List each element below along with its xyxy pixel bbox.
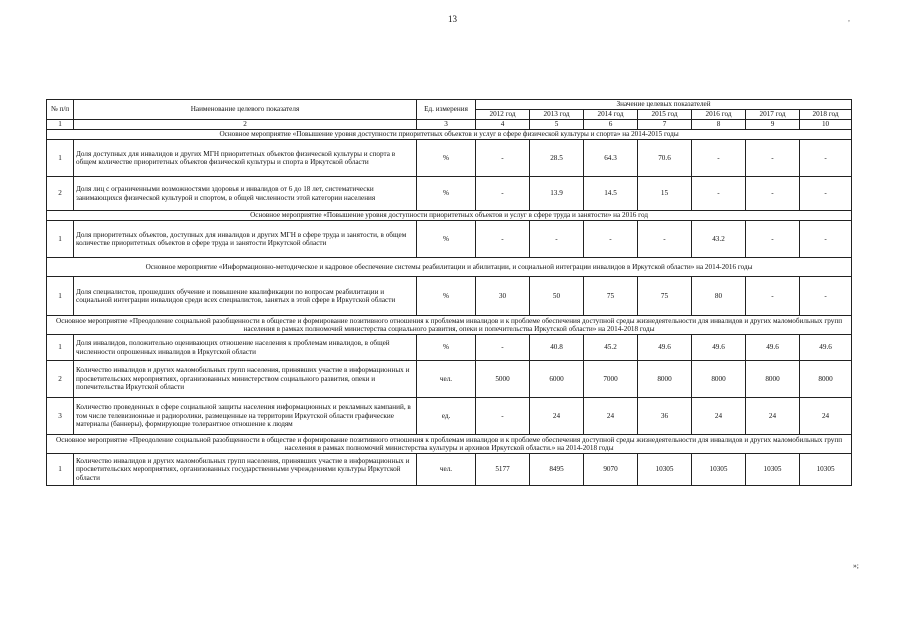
indicator-name: Доля специалистов, прошедших обучение и повышение квалификации по вопросам реабилитации и социальной интеграции инвалидов среди всех специалистов, занятых в этой сфере в Иркутской области xyxy=(74,277,417,316)
table-body xyxy=(47,130,852,486)
row-number: 3 xyxy=(47,398,74,435)
value-cell: - xyxy=(476,398,530,435)
column-number: 10 xyxy=(800,120,852,130)
value-cell: 40.8 xyxy=(530,335,584,361)
value-cell: - xyxy=(800,277,852,316)
column-number: 2 xyxy=(74,120,417,130)
value-cell: - xyxy=(476,335,530,361)
value-cell: 8495 xyxy=(530,454,584,486)
column-number: 7 xyxy=(638,120,692,130)
unit-cell: % xyxy=(417,140,476,177)
value-cell: 36 xyxy=(638,398,692,435)
value-cell: - xyxy=(530,221,584,258)
column-number: 5 xyxy=(530,120,584,130)
value-cell: 24 xyxy=(800,398,852,435)
indicator-name: Количество инвалидов и других маломобильных групп населения, принявших участие в информационных и просветительских мероприятиях, организованных министерством социального развития, опеки и попечительства Иркутской области xyxy=(74,361,417,398)
table-row xyxy=(47,335,852,361)
value-cell: 45.2 xyxy=(584,335,638,361)
row-number: 1 xyxy=(47,335,74,361)
indicator-name: Количество инвалидов и других маломобильных групп населения, принявших участие в информационных и просветительских мероприятиях, организованных государственными учреждениями культуры Иркутской области xyxy=(74,454,417,486)
value-cell: 75 xyxy=(638,277,692,316)
value-cell: 24 xyxy=(530,398,584,435)
section-title: Основное мероприятие «Повышение уровня доступности приоритетных объектов и услуг в сфере труда и занятости» на 2016 год xyxy=(47,211,852,221)
header-year: 2015 год xyxy=(638,110,692,120)
column-number: 6 xyxy=(584,120,638,130)
column-number: 8 xyxy=(692,120,746,130)
column-number: 3 xyxy=(417,120,476,130)
value-cell: - xyxy=(746,221,800,258)
value-cell: - xyxy=(638,221,692,258)
value-cell: 8000 xyxy=(746,361,800,398)
row-number: 1 xyxy=(47,140,74,177)
value-cell: - xyxy=(476,221,530,258)
corner-mark: , xyxy=(848,14,850,23)
value-cell: 49.6 xyxy=(800,335,852,361)
value-cell: 10305 xyxy=(692,454,746,486)
value-cell: 5000 xyxy=(476,361,530,398)
section-row xyxy=(47,435,852,454)
unit-cell: % xyxy=(417,335,476,361)
unit-cell: % xyxy=(417,277,476,316)
table-row xyxy=(47,221,852,258)
indicator-name: Доля лиц с ограниченными возможностями здоровья и инвалидов от 6 до 18 лет, систематически занимающихся физической культурой и спортом, в общей численности этой категории населения xyxy=(74,177,417,211)
header-year: 2018 год xyxy=(800,110,852,120)
value-cell: 10305 xyxy=(800,454,852,486)
header-year: 2016 год xyxy=(692,110,746,120)
value-cell: 8000 xyxy=(692,361,746,398)
header-year: 2017 год xyxy=(746,110,800,120)
header-unit: Ед. измерения xyxy=(417,100,476,120)
value-cell: 50 xyxy=(530,277,584,316)
value-cell: 14.5 xyxy=(584,177,638,211)
value-cell: 9070 xyxy=(584,454,638,486)
section-title: Основное мероприятие «Информационно-методическое и кадровое обеспечение системы реабилитации и абилитации, и социальной интеграции инвалидов в Иркутской области» на 2014-2016 годы xyxy=(47,258,852,277)
section-title: Основное мероприятие «Повышение уровня доступности приоритетных объектов и услуг в сфере физической культуры и спорта» на 2014-2015 годы xyxy=(47,130,852,140)
value-cell: 64.3 xyxy=(584,140,638,177)
value-cell: - xyxy=(476,177,530,211)
table-row xyxy=(47,454,852,486)
header-year: 2013 год xyxy=(530,110,584,120)
value-cell: 24 xyxy=(584,398,638,435)
value-cell: - xyxy=(746,140,800,177)
value-cell: - xyxy=(692,177,746,211)
unit-cell: чел. xyxy=(417,361,476,398)
header-name: Наименование целевого показателя xyxy=(74,100,417,120)
unit-cell: % xyxy=(417,221,476,258)
value-cell: 43.2 xyxy=(692,221,746,258)
table-row xyxy=(47,277,852,316)
value-cell: - xyxy=(746,177,800,211)
value-cell: - xyxy=(800,177,852,211)
column-number: 9 xyxy=(746,120,800,130)
value-cell: 30 xyxy=(476,277,530,316)
column-number: 4 xyxy=(476,120,530,130)
value-cell: 28.5 xyxy=(530,140,584,177)
table-row xyxy=(47,177,852,211)
header-num: № п/п xyxy=(47,100,74,120)
trailing-mark: »; xyxy=(853,561,859,570)
value-cell: 8000 xyxy=(800,361,852,398)
value-cell: 5177 xyxy=(476,454,530,486)
row-number: 2 xyxy=(47,361,74,398)
value-cell: 24 xyxy=(692,398,746,435)
value-cell: 49.6 xyxy=(638,335,692,361)
value-cell: - xyxy=(584,221,638,258)
section-row xyxy=(47,316,852,335)
table-row xyxy=(47,361,852,398)
indicator-name: Доля инвалидов, положительно оценивающих отношение населения к проблемам инвалидов, в общей численности опрошенных инвалидов в Иркутской области xyxy=(74,335,417,361)
row-number: 1 xyxy=(47,221,74,258)
value-cell: 24 xyxy=(746,398,800,435)
value-cell: 70.6 xyxy=(638,140,692,177)
unit-cell: ед. xyxy=(417,398,476,435)
header-values-group: Значение целевых показателей xyxy=(476,100,852,110)
value-cell: 10305 xyxy=(746,454,800,486)
section-row xyxy=(47,258,852,277)
table-row xyxy=(47,398,852,435)
value-cell: 75 xyxy=(584,277,638,316)
table-row xyxy=(47,140,852,177)
unit-cell: чел. xyxy=(417,454,476,486)
section-row xyxy=(47,130,852,140)
value-cell: 6000 xyxy=(530,361,584,398)
row-number: 1 xyxy=(47,454,74,486)
indicator-name: Количество проведенных в сфере социальной защиты населения информационных и рекламных кампаний, в том числе телевизионные и радиоролики, размещенные на территории Иркутской области графические материалы (баннеры), формирующие толерантное отношение к людям xyxy=(74,398,417,435)
header-year: 2014 год xyxy=(584,110,638,120)
value-cell: 10305 xyxy=(638,454,692,486)
value-cell: - xyxy=(692,140,746,177)
row-number: 1 xyxy=(47,277,74,316)
indicators-table xyxy=(46,99,852,486)
column-number: 1 xyxy=(47,120,74,130)
value-cell: 49.6 xyxy=(692,335,746,361)
value-cell: - xyxy=(800,221,852,258)
section-title: Основное мероприятие «Преодоление социальной разобщенности в обществе и формирование позитивного отношения к проблемам инвалидов и к проблеме обеспечения доступной среды жизнедеятельности для инвалидов и других маломобильных групп населения в рамках полномочий министерства культуры и архивов Иркутской области.» на 2014-2018 годы xyxy=(47,435,852,454)
indicator-name: Доля приоритетных объектов, доступных для инвалидов и других МГН в сфере труда и занятости, в общем количестве приоритетных объектов в сфере труда и занятости Иркутской области xyxy=(74,221,417,258)
section-title: Основное мероприятие «Преодоление социальной разобщенности в обществе и формирование позитивного отношения к проблемам инвалидов и к проблеме обеспечения доступной среды жизнедеятельности для инвалидов и других маломобильных групп населения в рамках полномочий министерства социального развития, опеки и попечительства Иркутской области» на 2014-2018 годы xyxy=(47,316,852,335)
unit-cell: % xyxy=(417,177,476,211)
value-cell: - xyxy=(476,140,530,177)
value-cell: 49.6 xyxy=(746,335,800,361)
value-cell: 7000 xyxy=(584,361,638,398)
value-cell: 13.9 xyxy=(530,177,584,211)
page-number: 13 xyxy=(448,14,457,24)
row-number: 2 xyxy=(47,177,74,211)
indicator-name: Доля доступных для инвалидов и других МГН приоритетных объектов физической культуры и спорта в общем количестве приоритетных объектов физической культуры и спорта в Иркутской области xyxy=(74,140,417,177)
value-cell: 15 xyxy=(638,177,692,211)
value-cell: 8000 xyxy=(638,361,692,398)
value-cell: - xyxy=(746,277,800,316)
header-year: 2012 год xyxy=(476,110,530,120)
value-cell: 80 xyxy=(692,277,746,316)
section-row xyxy=(47,211,852,221)
value-cell: - xyxy=(800,140,852,177)
